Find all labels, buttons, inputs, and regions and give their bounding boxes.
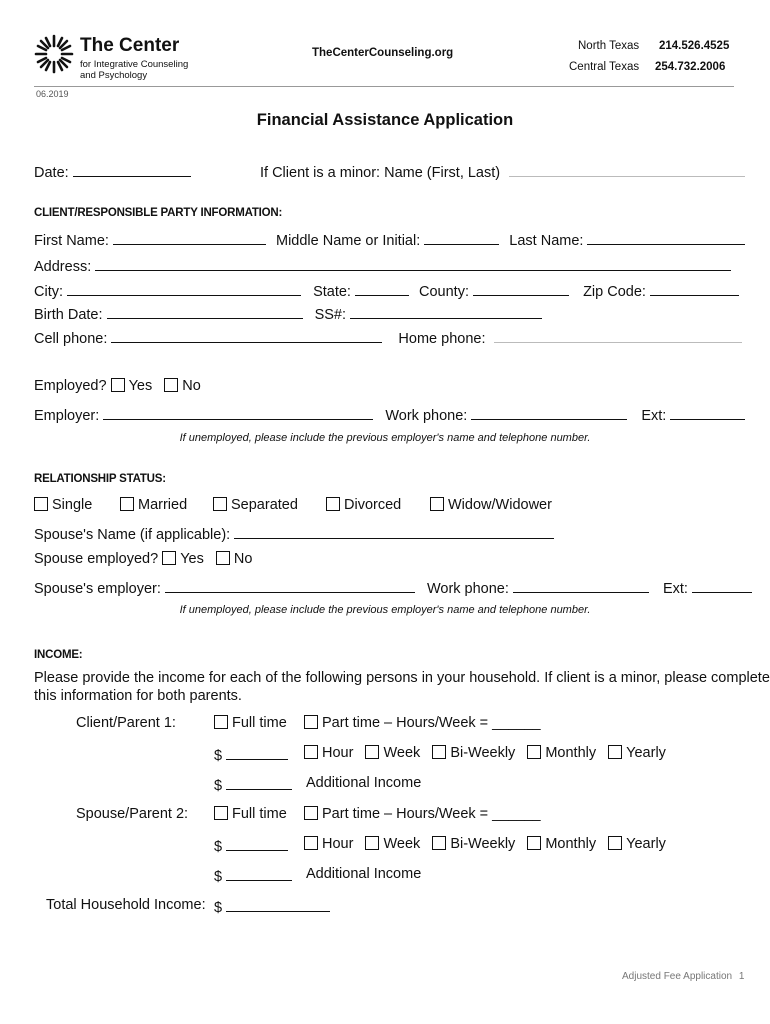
spouse-work-phone-label: Work phone: bbox=[426, 581, 509, 597]
relationship-option-separated[interactable] bbox=[213, 497, 298, 513]
home-phone-field[interactable] bbox=[494, 328, 742, 343]
spouse-hour-checkbox[interactable] bbox=[304, 836, 318, 850]
relationship-option-widow[interactable] bbox=[430, 497, 552, 513]
employed-no-checkbox[interactable] bbox=[164, 378, 178, 392]
spouse-employed-row bbox=[34, 551, 252, 567]
total-income-row bbox=[214, 897, 330, 916]
widow-checkbox[interactable] bbox=[430, 497, 444, 511]
spouse-work-phone-field[interactable] bbox=[513, 578, 649, 593]
client-section-heading: CLIENT/RESPONSIBLE PARTY INFORMATION: bbox=[34, 207, 283, 219]
page-title: Financial Assistance Application bbox=[256, 111, 514, 129]
client-full-time-label: Full time bbox=[232, 715, 287, 731]
client-monthly-checkbox[interactable] bbox=[527, 745, 541, 759]
separated-label: Separated bbox=[231, 497, 298, 513]
employer-row bbox=[34, 405, 745, 424]
phone-1: 214.526.4525 bbox=[659, 40, 730, 52]
minor-row bbox=[260, 162, 745, 181]
spouse-additional-row bbox=[214, 866, 292, 885]
spouse-additional-field[interactable] bbox=[226, 866, 292, 881]
website: TheCenterCounseling.org bbox=[312, 47, 454, 59]
spouse-monthly-checkbox[interactable] bbox=[527, 836, 541, 850]
spouse-employer-note: If unemployed, please include the previous employer's name and telephone number. bbox=[179, 604, 591, 616]
cell-phone-field[interactable] bbox=[111, 328, 382, 343]
spouse-parent-label: Spouse/Parent 2: bbox=[76, 806, 189, 822]
state-field[interactable] bbox=[355, 281, 409, 296]
state-label: State: bbox=[313, 284, 351, 300]
last-name-label: Last Name: bbox=[509, 233, 584, 249]
spouse-biweekly-checkbox[interactable] bbox=[432, 836, 446, 850]
employed-label: Employed? bbox=[34, 378, 107, 394]
spouse-yearly-label: Yearly bbox=[626, 836, 666, 852]
employer-note: If unemployed, please include the previous employer's name and telephone number. bbox=[179, 432, 591, 444]
name-row bbox=[34, 230, 745, 249]
employed-yes-label: Yes bbox=[128, 378, 153, 394]
work-phone-label: Work phone: bbox=[385, 408, 468, 424]
city-label: City: bbox=[34, 284, 63, 300]
spouse-employer-field[interactable] bbox=[165, 578, 415, 593]
date-label: Date: bbox=[34, 165, 69, 181]
client-additional-field[interactable] bbox=[226, 775, 292, 790]
spouse-employer-row bbox=[34, 578, 752, 597]
birth-date-label: Birth Date: bbox=[34, 307, 103, 323]
middle-name-field[interactable] bbox=[424, 230, 499, 245]
client-biweekly-checkbox[interactable] bbox=[432, 745, 446, 759]
first-name-field[interactable] bbox=[113, 230, 266, 245]
address-label: Address: bbox=[34, 259, 92, 275]
employed-row bbox=[34, 378, 201, 394]
spouse-ext-label: Ext: bbox=[662, 581, 688, 597]
zip-label: Zip Code: bbox=[583, 284, 646, 300]
ssn-label: SS#: bbox=[314, 307, 346, 323]
client-week-label: Week bbox=[383, 745, 421, 761]
spouse-additional-label: Additional Income bbox=[306, 866, 422, 882]
phone-1-label: North Texas bbox=[578, 40, 640, 52]
spouse-employed-no-checkbox[interactable] bbox=[216, 551, 230, 565]
date-row bbox=[34, 162, 191, 181]
address-row bbox=[34, 256, 731, 275]
client-additional-row bbox=[214, 775, 292, 794]
spouse-part-time[interactable] bbox=[304, 806, 541, 822]
client-part-time-checkbox[interactable] bbox=[304, 715, 318, 729]
client-amount-field[interactable] bbox=[226, 745, 288, 760]
client-yearly-label: Yearly bbox=[626, 745, 666, 761]
footer-text: Adjusted Fee Application bbox=[622, 971, 733, 982]
spouse-name-row bbox=[34, 524, 554, 543]
income-intro-line-2: this information for both parents. bbox=[34, 688, 242, 704]
minor-name-field[interactable] bbox=[509, 162, 745, 177]
separated-checkbox[interactable] bbox=[213, 497, 227, 511]
spouse-monthly-label: Monthly bbox=[545, 836, 597, 852]
middle-name-label: Middle Name or Initial: bbox=[275, 233, 421, 249]
spouse-employed-yes-checkbox[interactable] bbox=[162, 551, 176, 565]
spouse-full-time[interactable] bbox=[214, 806, 287, 822]
divorced-label: Divorced bbox=[344, 497, 402, 513]
client-full-time[interactable] bbox=[214, 715, 287, 731]
spouse-additional-dollar-sign: $ bbox=[214, 869, 223, 885]
footer bbox=[622, 971, 744, 982]
address-field[interactable] bbox=[95, 256, 731, 271]
first-name-label: First Name: bbox=[34, 233, 109, 249]
spouse-name-field[interactable] bbox=[234, 524, 554, 539]
employed-yes-checkbox[interactable] bbox=[111, 378, 125, 392]
spouse-amount-row bbox=[214, 836, 288, 855]
relationship-section-heading: RELATIONSHIP STATUS: bbox=[34, 473, 166, 485]
client-monthly-label: Monthly bbox=[545, 745, 597, 761]
cell-phone-label: Cell phone: bbox=[34, 331, 108, 347]
spouse-amount-field[interactable] bbox=[226, 836, 288, 851]
logo-subtitle-1: for Integrative Counseling bbox=[80, 59, 189, 70]
client-hour-label: Hour bbox=[322, 745, 354, 761]
ext-label: Ext: bbox=[641, 408, 667, 424]
client-yearly-checkbox[interactable] bbox=[608, 745, 622, 759]
spouse-biweekly-label: Bi-Weekly bbox=[450, 836, 516, 852]
spouse-hour-label: Hour bbox=[322, 836, 354, 852]
client-week-checkbox[interactable] bbox=[365, 745, 379, 759]
city-field[interactable] bbox=[67, 281, 301, 296]
relationship-option-married[interactable] bbox=[120, 497, 187, 513]
client-dollar-sign: $ bbox=[214, 748, 223, 764]
spouse-employed-yes-label: Yes bbox=[180, 551, 204, 567]
spouse-employed-no-label: No bbox=[233, 551, 253, 567]
client-biweekly-label: Bi-Weekly bbox=[450, 745, 516, 761]
employed-no-label: No bbox=[182, 378, 201, 394]
county-label: County: bbox=[419, 284, 469, 300]
spouse-frequency-row bbox=[304, 836, 666, 852]
logo-starburst-icon bbox=[34, 34, 74, 74]
total-dollar-sign: $ bbox=[214, 900, 223, 916]
widow-label: Widow/Widower bbox=[448, 497, 552, 513]
birth-date-field[interactable] bbox=[107, 304, 303, 319]
spouse-ext-field[interactable] bbox=[692, 578, 752, 593]
logo-subtitle-2: and Psychology bbox=[80, 70, 148, 81]
divorced-checkbox[interactable] bbox=[326, 497, 340, 511]
client-hour-checkbox[interactable] bbox=[304, 745, 318, 759]
spouse-part-time-checkbox[interactable] bbox=[304, 806, 318, 820]
client-parent-label: Client/Parent 1: bbox=[76, 715, 176, 731]
total-income-field[interactable] bbox=[226, 897, 330, 912]
client-additional-dollar-sign: $ bbox=[214, 778, 223, 794]
married-checkbox[interactable] bbox=[120, 497, 134, 511]
spouse-name-label: Spouse's Name (if applicable): bbox=[34, 527, 231, 543]
spouse-week-checkbox[interactable] bbox=[365, 836, 379, 850]
last-name-field[interactable] bbox=[587, 230, 745, 245]
client-part-time[interactable] bbox=[304, 715, 541, 731]
spouse-employer-label: Spouse's employer: bbox=[34, 581, 161, 597]
single-label: Single bbox=[52, 497, 93, 513]
client-additional-label: Additional Income bbox=[306, 775, 422, 791]
home-phone-label: Home phone: bbox=[398, 331, 486, 347]
spouse-full-time-label: Full time bbox=[232, 806, 287, 822]
employer-label: Employer: bbox=[34, 408, 100, 424]
page-number: 1 bbox=[738, 971, 745, 982]
logo-name: The Center bbox=[80, 35, 180, 56]
spouse-week-label: Week bbox=[383, 836, 421, 852]
ext-field[interactable] bbox=[670, 405, 745, 420]
spouse-dollar-sign: $ bbox=[214, 839, 223, 855]
work-phone-field[interactable] bbox=[471, 405, 627, 420]
employer-field[interactable] bbox=[103, 405, 373, 420]
logo bbox=[34, 34, 74, 74]
birth-row bbox=[34, 304, 542, 323]
ssn-field[interactable] bbox=[350, 304, 542, 319]
spouse-yearly-checkbox[interactable] bbox=[608, 836, 622, 850]
income-section-heading: INCOME: bbox=[34, 649, 83, 661]
date-field[interactable] bbox=[73, 162, 191, 177]
zip-field[interactable] bbox=[650, 281, 739, 296]
single-checkbox[interactable] bbox=[34, 497, 48, 511]
spouse-full-time-checkbox[interactable] bbox=[214, 806, 228, 820]
income-intro-line-1: Please provide the income for each of the following persons in your household. If client is a minor, please complete bbox=[34, 670, 770, 686]
spouse-employed-label: Spouse employed? bbox=[34, 551, 159, 567]
phone-2: 254.732.2006 bbox=[655, 61, 726, 73]
client-full-time-checkbox[interactable] bbox=[214, 715, 228, 729]
phone-2-label: Central Texas bbox=[569, 61, 640, 73]
relationship-option-divorced[interactable] bbox=[326, 497, 401, 513]
total-income-label: Total Household Income: bbox=[46, 897, 206, 913]
minor-name-label: If Client is a minor: Name (First, Last) bbox=[260, 165, 501, 181]
married-label: Married bbox=[138, 497, 188, 513]
header-divider bbox=[34, 86, 734, 87]
city-row bbox=[34, 281, 739, 300]
client-part-time-label: Part time – Hours/Week = ______ bbox=[322, 715, 541, 731]
relationship-option-single[interactable] bbox=[34, 497, 92, 513]
spouse-part-time-label: Part time – Hours/Week = ______ bbox=[322, 806, 541, 822]
revision-date: 06.2019 bbox=[36, 89, 69, 99]
phone-row bbox=[34, 328, 742, 347]
client-amount-row bbox=[214, 745, 288, 764]
client-frequency-row bbox=[304, 745, 666, 761]
county-field[interactable] bbox=[473, 281, 569, 296]
